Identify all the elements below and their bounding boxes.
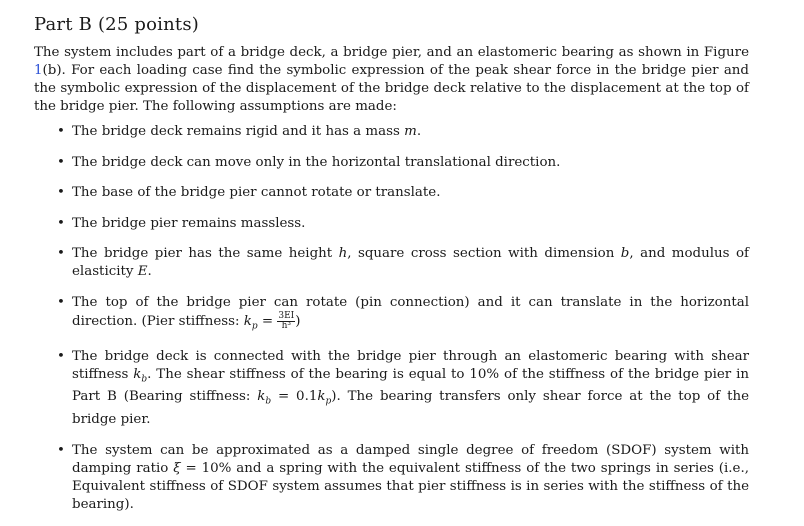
item-text: , and modulus of elasticity (72, 246, 749, 279)
math-eq: = 0.1 (271, 389, 318, 405)
section-title: Part B (25 points) (34, 14, 199, 35)
item-text: The bridge deck remains rigid and it has a mass (72, 124, 405, 139)
list-item (34, 245, 749, 281)
math-var: h (338, 246, 348, 261)
list-item (34, 294, 749, 336)
list-item (34, 348, 749, 429)
math-eq: = 10% (180, 460, 232, 476)
bullet-icon: • (57, 124, 65, 139)
math-var: k (257, 389, 266, 405)
math-var: m (404, 124, 417, 139)
list-item (34, 442, 749, 514)
item-text: and a spring with the equivalent stiffness of the two springs in series (i.e., Equivalent stiffness of SDOF system assumes that pier stiffness is in series with the stiffness of the bearing). (72, 460, 749, 512)
list-item (34, 184, 749, 202)
item-text: The bridge pier remains massless. (72, 215, 306, 231)
intro-text-cont: (b). For each loading case find the symbolic expression of the peak shear force in the bridge pier and the symbolic expression of the displacement of the bridge deck relative to the displacement at the top of the bridge pier. The following assumptions are made: (34, 63, 749, 114)
math-eq: = (257, 313, 278, 329)
bullet-icon: • (57, 185, 65, 200)
list-item (34, 154, 749, 172)
math-var: k (317, 389, 326, 405)
math-sub: p (325, 397, 332, 408)
math-sub: b (265, 397, 272, 408)
math-sub: p (251, 321, 258, 332)
item-text: The bridge deck is connected with the bridge pier through an elastomeric bearing with shear stiffness (72, 348, 749, 382)
item-text: ) (295, 313, 301, 329)
math-var: b (620, 246, 630, 261)
math-var: k (243, 313, 252, 329)
figure-link[interactable]: 1 (34, 63, 43, 78)
list-item (34, 123, 749, 141)
item-text: The top of the bridge pier can rotate (pin connection) and it can translate in the horizontal direction. (Pier stiffness: (72, 294, 749, 329)
bullet-icon: • (57, 348, 65, 364)
item-text: The system can be approximated as a damped single degree of freedom (SDOF) system with damping ratio (72, 442, 749, 476)
item-text: . (416, 124, 422, 139)
bullet-icon: • (57, 294, 65, 310)
bullet-icon: • (57, 215, 65, 231)
bullet-icon: • (57, 154, 65, 170)
item-text: ). The bearing transfers only shear force at the top of the bridge pier. (72, 389, 749, 428)
assumptions-list (34, 123, 749, 514)
item-text: . The shear stiffness of the bearing is equal to 10% of the stiffness of the bridge pier in Part B (Bearing stiffness: (72, 366, 749, 405)
item-text: . (147, 264, 152, 279)
item-text: The bridge pier has the same height (72, 246, 339, 261)
intro-paragraph (34, 44, 749, 116)
document-page (34, 14, 749, 526)
item-text: , square cross section with dimension (347, 246, 621, 261)
intro-text: The system includes part of a bridge deck, a bridge pier, and an elastomeric bearing as shown in Figure (34, 45, 749, 60)
math-var: E (137, 264, 148, 279)
bullet-icon: • (57, 442, 65, 458)
fraction-numerator: 3EI (278, 310, 295, 321)
math-sub: b (141, 374, 148, 385)
fraction (277, 312, 295, 331)
fraction-denominator: h³ (281, 320, 292, 331)
bullet-icon: • (57, 246, 65, 261)
item-text: The bridge deck can move only in the horizontal translational direction. (72, 154, 561, 170)
math-var: k (133, 366, 142, 382)
item-text: The base of the bridge pier cannot rotate or translate. (72, 185, 441, 200)
math-var: ξ (173, 460, 181, 476)
list-item (34, 215, 749, 233)
